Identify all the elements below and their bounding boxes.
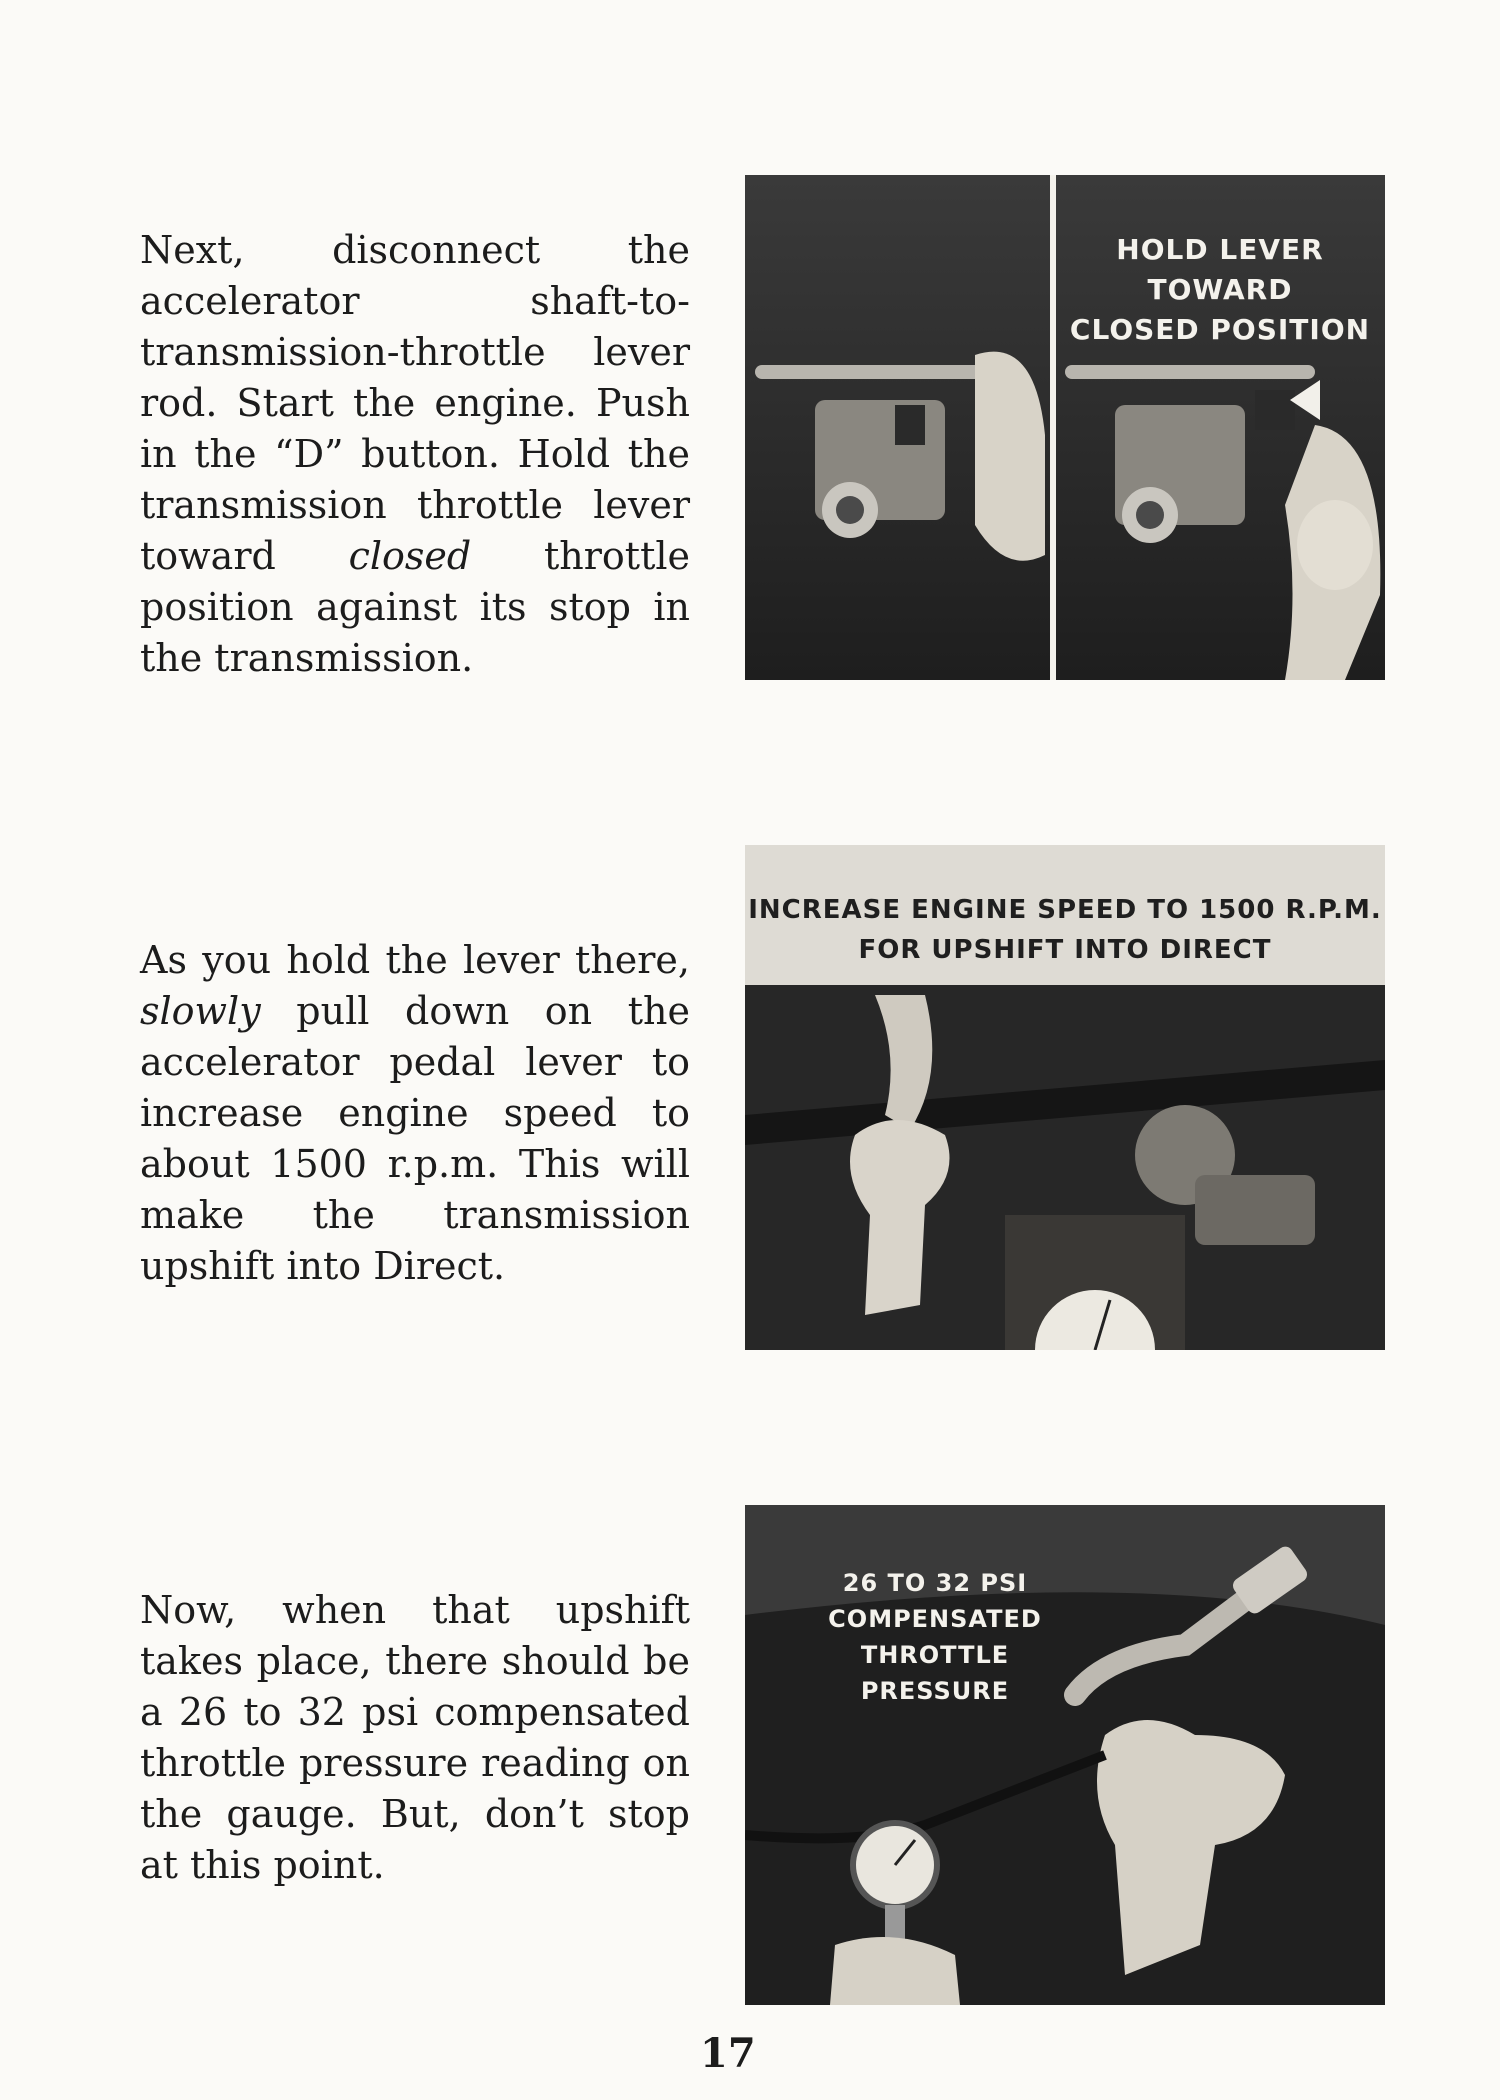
photo-hold-lever-caption <box>1065 230 1375 350</box>
caption-line: COMPENSATED <box>828 1605 1042 1633</box>
paragraph-1-italic-closed: closed <box>348 534 472 578</box>
paragraph-1-part-1: Next, disconnect the accelerator shaft-to-transmission-throttle lever rod. Start the engine. Push in the “D” button. Hold the transmission throttle lever toward <box>140 228 690 578</box>
caption-line: 26 TO 32 PSI <box>842 1569 1028 1597</box>
caption-line: INCREASE ENGINE SPEED TO 1500 R.P.M. <box>748 895 1382 925</box>
paragraph-2-part-3: pull down on the accelerator pedal lever to increase engine speed to about 1500 r.p.m. This will make the transmission upshift into Direct. <box>140 989 690 1288</box>
photo-pressure-gauge-caption <box>785 1565 1085 1709</box>
photo-increase-speed <box>745 845 1385 1350</box>
paragraph-3-text: Now, when that upshift takes place, there should be a 26 to 32 psi compensated throttle pressure reading on the gauge. But, don’t stop at this point. <box>140 1588 690 1887</box>
paragraph-2 <box>140 935 690 1292</box>
paragraph-2-part-1: As you hold the lever there, <box>140 938 690 982</box>
photo-hold-lever <box>745 175 1385 680</box>
split-divider <box>1050 175 1056 680</box>
paragraph-1 <box>140 225 690 684</box>
caption-line: FOR UPSHIFT INTO DIRECT <box>858 935 1272 965</box>
page-number: 17 <box>700 2030 756 2077</box>
paragraph-2-italic-slowly: slowly <box>140 989 261 1033</box>
caption-line: THROTTLE PRESSURE <box>860 1641 1010 1705</box>
paragraph-3 <box>140 1585 690 1891</box>
paragraph-1-part-3: throttle position against its stop in the transmission. <box>140 534 690 680</box>
caption-line: HOLD LEVER TOWARD <box>1116 233 1324 306</box>
photo-increase-speed-caption <box>745 890 1385 970</box>
caption-line: CLOSED POSITION <box>1069 313 1371 346</box>
photo-pressure-gauge <box>745 1505 1385 2005</box>
